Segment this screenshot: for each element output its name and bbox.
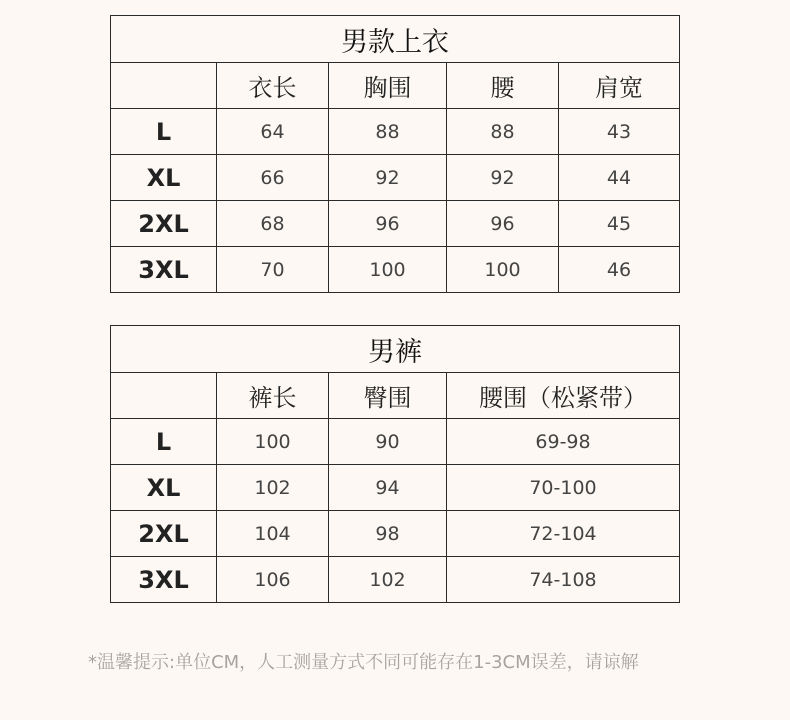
table-row: [111, 109, 680, 155]
size-label: 2XL: [111, 201, 217, 247]
table-cell: 98: [329, 511, 447, 557]
table-cell: 92: [329, 155, 447, 201]
size-label: XL: [111, 155, 217, 201]
table-cell: 74-108: [447, 557, 680, 603]
tops-table-title: 男款上衣: [111, 16, 680, 63]
table-row: [111, 465, 680, 511]
size-label: L: [111, 419, 217, 465]
table-cell: 66: [217, 155, 329, 201]
table-cell: 88: [447, 109, 559, 155]
tops-header-chest: 胸围: [329, 63, 447, 109]
table-cell: 88: [329, 109, 447, 155]
table-cell: 102: [217, 465, 329, 511]
table-row: [111, 155, 680, 201]
table-cell: 100: [447, 247, 559, 293]
measurement-note: *温馨提示:单位CM，人工测量方式不同可能存在1-3CM误差，请谅解: [88, 652, 639, 673]
table-cell: 45: [559, 201, 680, 247]
pants-table-title: 男裤: [111, 326, 680, 373]
size-label: L: [111, 109, 217, 155]
table-cell: 69-98: [447, 419, 680, 465]
size-label: 2XL: [111, 511, 217, 557]
table-cell: 94: [329, 465, 447, 511]
table-cell: 43: [559, 109, 680, 155]
table-cell: 100: [329, 247, 447, 293]
table-cell: 102: [329, 557, 447, 603]
pants-header-waist: 腰围（松紧带）: [447, 373, 680, 419]
table-cell: 104: [217, 511, 329, 557]
pants-size-table: [110, 325, 680, 603]
pants-header-hip: 臀围: [329, 373, 447, 419]
table-cell: 100: [217, 419, 329, 465]
tops-header-shoulder: 肩宽: [559, 63, 680, 109]
pants-header-length: 裤长: [217, 373, 329, 419]
pants-header-empty: [111, 373, 217, 419]
table-row: [111, 419, 680, 465]
table-cell: 46: [559, 247, 680, 293]
table-row: [111, 511, 680, 557]
table-row: [111, 557, 680, 603]
tops-size-table: [110, 15, 680, 293]
tops-header-length: 衣长: [217, 63, 329, 109]
table-cell: 70: [217, 247, 329, 293]
table-cell: 68: [217, 201, 329, 247]
table-cell: 72-104: [447, 511, 680, 557]
size-label: XL: [111, 465, 217, 511]
size-label: 3XL: [111, 247, 217, 293]
table-cell: 90: [329, 419, 447, 465]
table-cell: 44: [559, 155, 680, 201]
table-cell: 92: [447, 155, 559, 201]
tops-header-empty: [111, 63, 217, 109]
size-label: 3XL: [111, 557, 217, 603]
table-row: [111, 201, 680, 247]
table-cell: 64: [217, 109, 329, 155]
table-row: [111, 247, 680, 293]
table-cell: 96: [447, 201, 559, 247]
table-cell: 106: [217, 557, 329, 603]
table-cell: 70-100: [447, 465, 680, 511]
table-cell: 96: [329, 201, 447, 247]
tops-header-waist: 腰: [447, 63, 559, 109]
